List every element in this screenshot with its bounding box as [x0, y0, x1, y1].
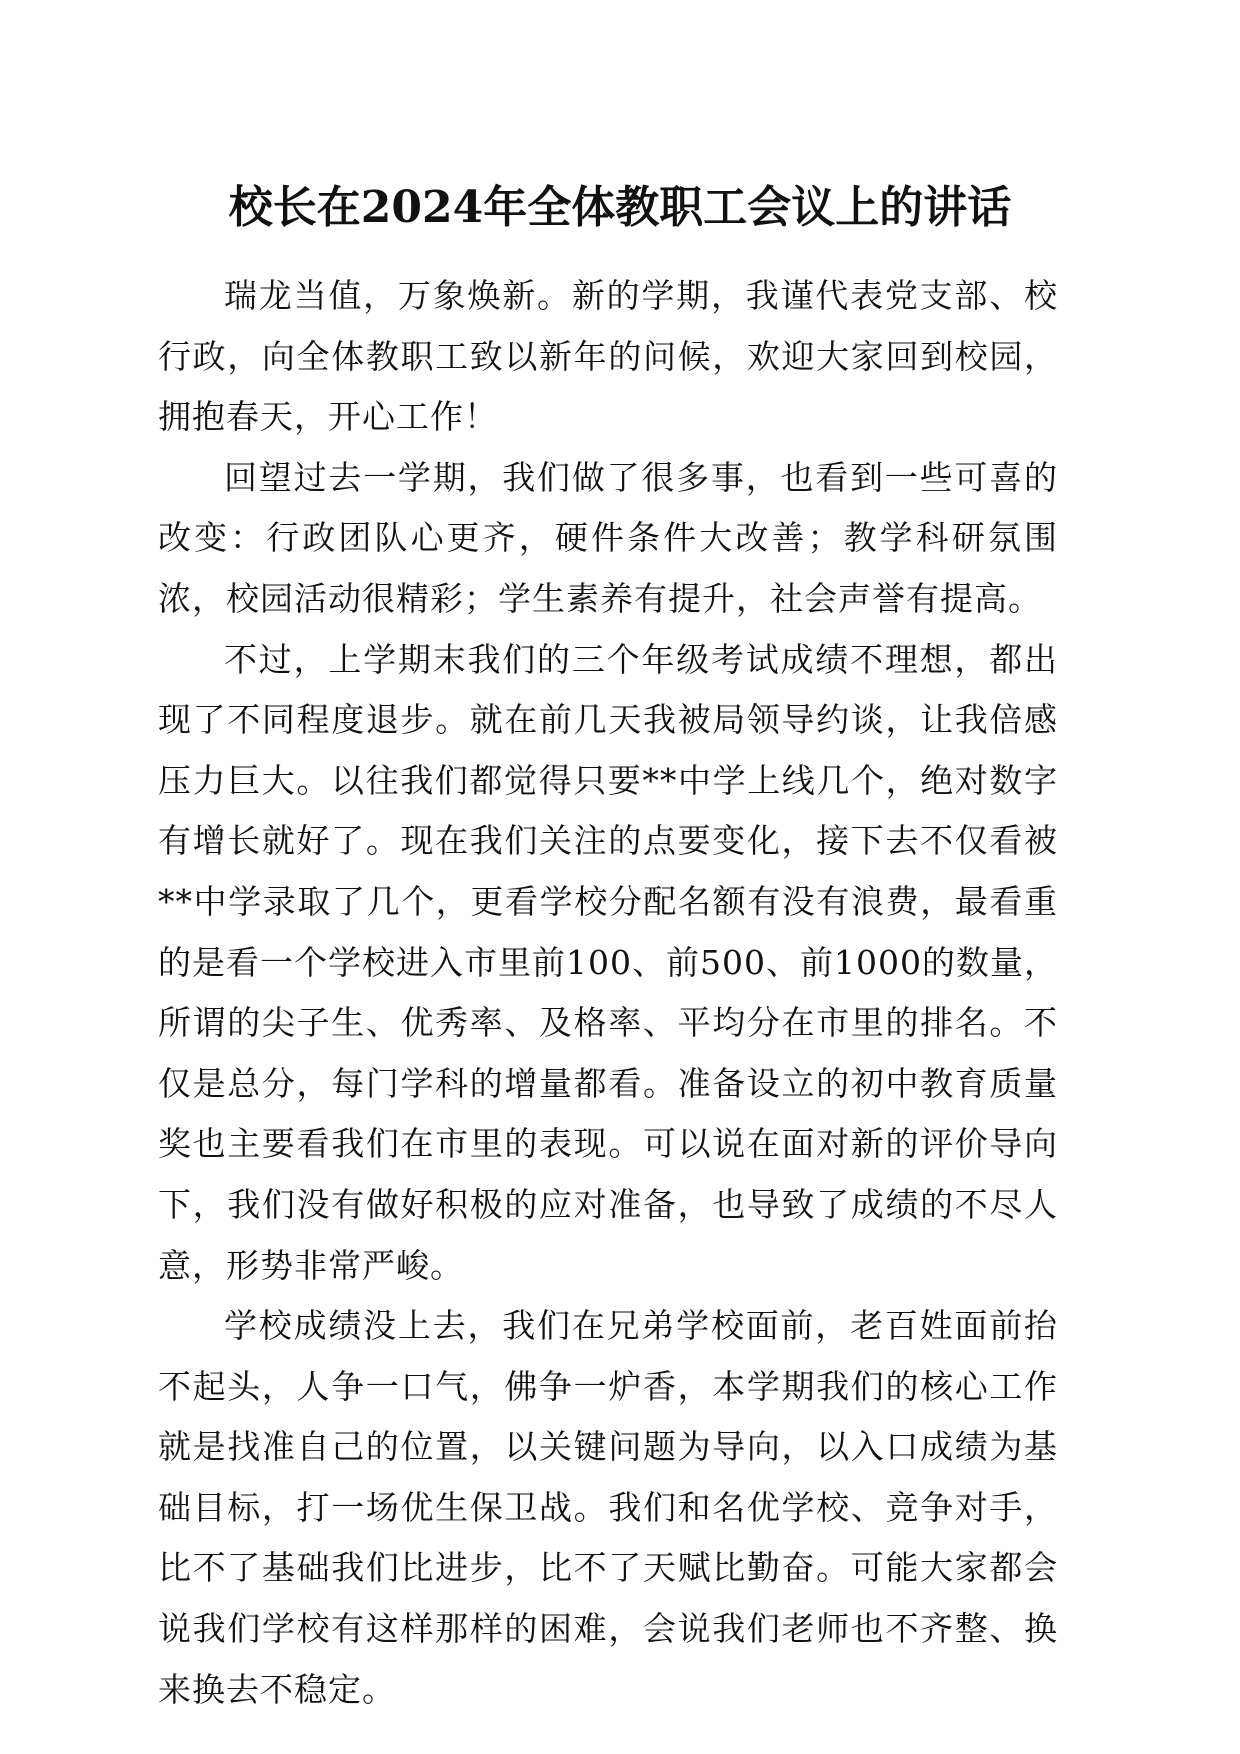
- document-title: 校长在2024年全体教职工会议上的讲话: [228, 182, 1012, 233]
- paragraph-greeting: 瑞龙当值，万象焕新。新的学期，我谨代表党支部、校行政，向全体教职工致以新年的问候，欢迎大家回到校园，拥抱春天，开心工作！: [158, 276, 1058, 437]
- document-body: [158, 266, 1058, 1720]
- paragraph-review: 回望过去一学期，我们做了很多事，也看到一些可喜的改变：行政团队心更齐，硬件条件大改善；教学科研氛围浓，校园活动很精彩；学生素养有提升，社会声誉有提高。: [158, 457, 1058, 618]
- paragraph-problems: 不过，上学期末我们的三个年级考试成绩不理想，都出现了不同程度退步。就在前几天我被局领导约谈，让我倍感压力巨大。以往我们都觉得只要**中学上线几个，绝对数字有增长就好了。现在我们关注的点要变化，接下去不仅看被**中学录取了几个，更看学校分配名额有没有浪费，最看重的是看一个学校进入市里前100、前500、前1000的数量，所谓的尖子生、优秀率、及格率、平均分在市里的排名。不仅是总分，每门学科的增量都看。准备设立的初中教育质量奖也主要看我们在市里的表现。可以说在面对新的评价导向下，我们没有做好积极的应对准备，也导致了成绩的不尽人意，形势非常严峻。: [158, 639, 1058, 1285]
- paragraph-core-work: 学校成绩没上去，我们在兄弟学校面前，老百姓面前抬不起头，人争一口气，佛争一炉香，本学期我们的核心工作就是找准自己的位置，以关键问题为导向，以入口成绩为基础目标，打一场优生保卫战。我们和名优学校、竞争对手，比不了基础我们比进步，比不了天赋比勤奋。可能大家都会说我们学校有这样那样的困难，会说我们老师也不齐整、换来换去不稳定。: [158, 1306, 1058, 1709]
